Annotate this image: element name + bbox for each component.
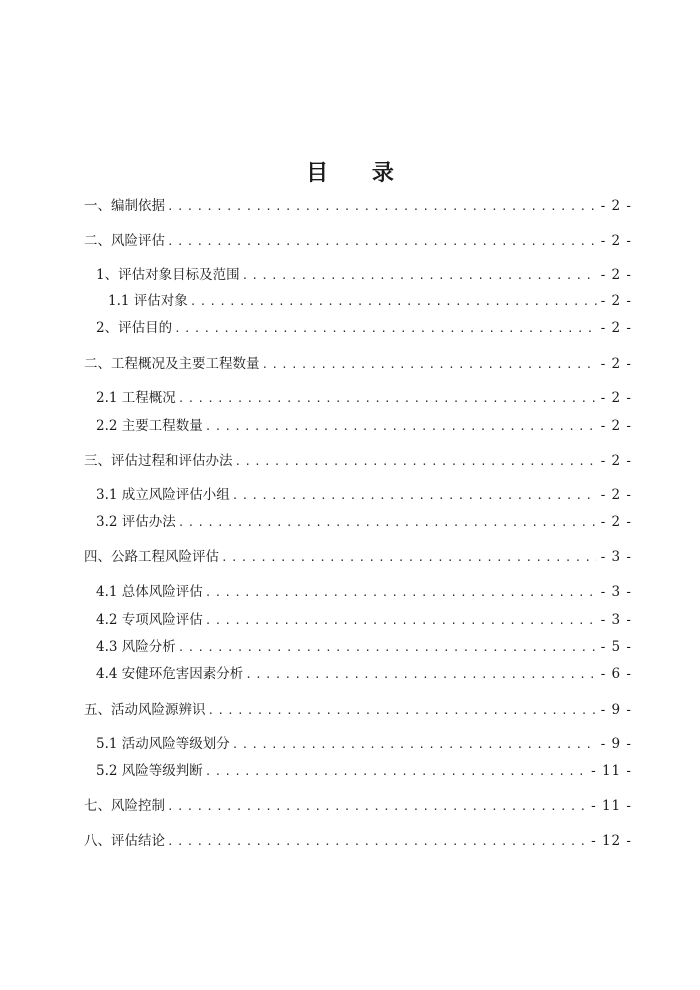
toc-entry[interactable] xyxy=(84,700,632,720)
toc-entry-label: 4.3 风险分析 xyxy=(96,639,176,655)
toc-leader-dots xyxy=(178,513,597,533)
toc-entry-label: 1.1 评估对象 xyxy=(108,293,188,309)
toc-leader-dots xyxy=(208,701,597,721)
toc-entry[interactable] xyxy=(96,637,632,657)
toc-entry[interactable] xyxy=(84,796,632,816)
toc-leader-dots xyxy=(235,452,597,472)
toc-entry-page: - 2 - xyxy=(600,514,632,530)
toc-entry-label: 5.2 风险等级判断 xyxy=(96,763,203,779)
toc-entry-page: - 3 - xyxy=(600,549,632,565)
toc-entry-label: 二、风险评估 xyxy=(84,233,165,249)
toc-entry[interactable] xyxy=(84,354,632,374)
toc-leader-dots xyxy=(174,319,597,339)
toc-entry-page: - 2 - xyxy=(600,418,632,434)
toc-entry-label: 4.1 总体风险评估 xyxy=(96,584,203,600)
toc-entry-page: - 6 - xyxy=(600,666,632,682)
toc-leader-dots xyxy=(232,735,597,755)
toc-entry[interactable] xyxy=(96,734,632,754)
toc-leader-dots xyxy=(178,389,597,409)
toc-entry-label: 2、评估目的 xyxy=(96,320,173,336)
toc-entry-label: 七、风险控制 xyxy=(84,798,165,814)
toc-leader-dots xyxy=(205,417,597,437)
toc-leader-dots xyxy=(205,583,597,603)
toc-leader-dots xyxy=(167,797,587,817)
toc-entry-label: 1、评估对象目标及范围 xyxy=(96,267,240,283)
toc-entry[interactable] xyxy=(84,451,632,471)
toc-entry-page: - 2 - xyxy=(600,453,632,469)
toc-entry-page: - 2 - xyxy=(600,267,632,283)
toc-leader-dots xyxy=(245,665,596,685)
toc-entry-page: - 2 - xyxy=(600,390,632,406)
toc-entry[interactable] xyxy=(96,512,632,532)
toc-leader-dots xyxy=(178,638,597,658)
toc-entry[interactable] xyxy=(96,485,632,505)
toc-entry[interactable] xyxy=(96,664,632,684)
toc-entry[interactable] xyxy=(96,416,632,436)
toc-entry[interactable] xyxy=(96,265,632,285)
toc-title: 目 录 xyxy=(306,160,412,186)
toc-entry-label: 四、公路工程风险评估 xyxy=(84,549,219,565)
toc-leader-dots xyxy=(167,832,587,852)
toc-entry[interactable] xyxy=(96,761,632,781)
toc-leader-dots xyxy=(221,548,597,568)
toc-entry-page: - 3 - xyxy=(600,584,632,600)
toc-entry-page: - 2 - xyxy=(600,233,632,249)
toc-entry-label: 2.2 主要工程数量 xyxy=(96,418,203,434)
toc-entry-page: - 11 - xyxy=(591,763,632,779)
toc-entry-label: 一、编制依据 xyxy=(84,198,165,214)
toc-entry-page: - 9 - xyxy=(600,702,632,718)
toc-entry-label: 五、活动风险源辨识 xyxy=(84,702,206,718)
toc-entry[interactable] xyxy=(96,318,632,338)
toc-entry-page: - 2 - xyxy=(600,198,632,214)
toc-entry-page: - 2 - xyxy=(600,320,632,336)
toc-leader-dots xyxy=(262,355,597,375)
toc-entry-label: 4.4 安健环危害因素分析 xyxy=(96,666,244,682)
toc-entry[interactable] xyxy=(96,610,632,630)
toc-entry-page: - 2 - xyxy=(600,487,632,503)
toc-entry-page: - 12 - xyxy=(591,833,632,849)
toc-entry-label: 二、工程概况及主要工程数量 xyxy=(84,356,260,372)
toc-entry[interactable] xyxy=(84,547,632,567)
toc-entry-label: 5.1 活动风险等级划分 xyxy=(96,736,230,752)
toc-entry-page: - 5 - xyxy=(600,639,632,655)
toc-entry-label: 2.1 工程概况 xyxy=(96,390,176,406)
toc-leader-dots xyxy=(205,611,597,631)
toc-leader-dots xyxy=(167,232,597,252)
toc-entry-page: - 2 - xyxy=(600,293,632,309)
toc-leader-dots xyxy=(205,762,587,782)
toc-entry-page: - 9 - xyxy=(600,736,632,752)
toc-entry-label: 3.2 评估办法 xyxy=(96,514,176,530)
toc-entry[interactable] xyxy=(84,231,632,251)
toc-entry[interactable] xyxy=(84,196,632,216)
toc-entry[interactable] xyxy=(108,291,632,311)
toc-leader-dots xyxy=(190,292,597,312)
toc-entry[interactable] xyxy=(96,582,632,602)
toc-leader-dots xyxy=(167,197,597,217)
toc-entry-page: - 3 - xyxy=(600,612,632,628)
toc-entry[interactable] xyxy=(84,831,632,851)
toc-entry-page: - 2 - xyxy=(600,356,632,372)
toc-entry-label: 4.2 专项风险评估 xyxy=(96,612,203,628)
toc-entry-label: 3.1 成立风险评估小组 xyxy=(96,487,230,503)
toc-entry-label: 八、评估结论 xyxy=(84,833,165,849)
toc-entry[interactable] xyxy=(96,388,632,408)
toc-leader-dots xyxy=(242,266,597,286)
toc-leader-dots xyxy=(232,486,597,506)
toc-entry-page: - 11 - xyxy=(591,798,632,814)
toc-entry-label: 三、评估过程和评估办法 xyxy=(84,453,233,469)
